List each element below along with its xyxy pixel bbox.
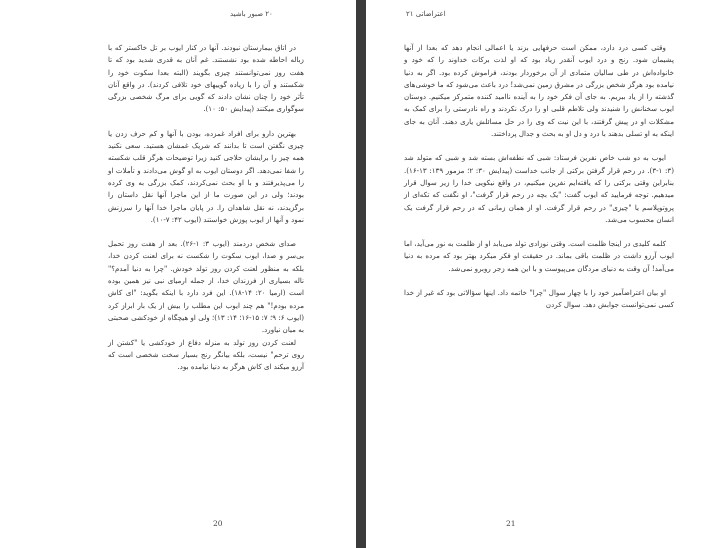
- right-page: [366, 0, 717, 548]
- running-header: اعتراضاتی ۲۱: [406, 10, 446, 18]
- book-gutter: [356, 0, 366, 548]
- paragraph: وقتی کسی درد دارد، ممکن است حرفهایی بزند یا اعمالی انجام دهد که بعدا از آنها پشیمان شود. رنج و درد ایوب آنقدر زیاد بود که او لذت برکات خداوند را که خود و خانواده‌اش در طی سالیان متمادی از آن برخوردار بودند، فراموش کرده بود. اگر به دنیا نیامده بود هرگز شخص بزرگی در مشرق زمین نمی‌شد! درد باعث می‌شود که ما خوشی‌های گذشته را از یاد ببریم. به جای آن فکر خود را به آینده ناامید کننده متمرکز میکنیم. دوستان ایوب سخنانش را شنیدند ولی تلاطم قلبی او را درک نکردند و راه نادرستی را برای کمک به مشکلات او در پیش گرفتند، با این نیت که وی را در حل مسائلش یاری دهند. آنان به جای اینکه به او تسلی بدهند با درد و دل او به بحث و جدال پرداختند.: [404, 43, 674, 139]
- paragraph: صدای شخص دردمند (ایوب ۳: ۱-۲۶). بعد از هفت روز تحمل بی‌سر و صدا، ایوب سکوت را شکست نه برای لعنت کردن خدا، بلکه به منظور لعنت کردن روز تولد خودش. "چرا به دنیا آمدم؟" ناله بسیاری از فرزندان خدا، از جمله ارمیای نبی نیز همین بوده است (ارمیا ۲۰: ۱۴-۱۸). این فرد دارد با اینکه بگوید: "ای کاش مرده بودم!" هم چند ایوب این مطلب را بیش از یک بار ابراز کرد (ایوب ۶: ۹؛ ۷: ۱۵-۱۶؛ ۱۴: ۱۳)؛ ولی او هیچگاه از خودکشی صحبتی به میان نیاورد.: [108, 239, 304, 335]
- page-body: [108, 42, 304, 385]
- running-header: ۲۰ صبور باشید: [230, 10, 273, 18]
- page-number: 20: [213, 519, 223, 528]
- page-body: [404, 42, 674, 324]
- left-page: [0, 0, 356, 548]
- paragraph: کلمه کلیدی در اینجا ظلمت است. وقتی نوزادی تولد می‌یابد او از ظلمت به نور می‌آید، اما ایوب آرزو داشت در ظلمت باقی بماند. در حقیقت او فکر میکرد بهتر بود که مرده به دنیا می‌آمد! آن وقت به دنیای مردگان می‌پیوست و با این همه زجر روبرو نمی‌شد.: [404, 239, 674, 273]
- paragraph: ایوب به دو شب خاص نفرین فرستاد: شبی که نطفه‌اش بسته شد و شبی که متولد شد (۳: ۱-۳). در رحم قرار گرفتن برکتی از جانب خداست (پیدایش ۳۰: ۲؛ مزمور ۱۳۹: ۱۳-۱۶). بنابراین وقتی برکتی را که یافته‌ایم نفرین میکنیم، در واقع نیکویی خدا را زیر سوال قرار میدهیم. توجه فرمایید که ایوب گفت: "یک بچه در رحم قرار گرفت"، او نگفت که تکه‌ای از پروتوپلاسم یا "چیزی" در رحم قرار گرفت. او از همان زمانی که در رحم قرار گرفت یک انسان محسوب می‌شد.: [404, 153, 675, 224]
- paragraph: در اتاق بیمارستان نبودند. آنها در کنار ایوب بر تل خاکستر که با زباله احاطه شده بود نشستند. غم آنان به قدری شدید بود که تا هفت روز نمی‌توانستند چیزی بگویند (البته بعدا سکوت خود را شکستند و آن را با زیاده گوییهای خود تلافی کردند). در واقع آنان تأثر خود را چنان نشان دادند که گویی برای مرگ شخصی بزرگی سوگواری میکنند (پیدایش ۵۰: ۱۰).: [108, 43, 304, 114]
- page-number: 21: [506, 519, 516, 528]
- paragraph: لعنت کردن روز تولد به منزله دفاع از خودکشی یا "کشتن از روی ترحم" نیست، بلکه بیانگر رنج بسیار سخت شخصی است که آرزو میکند ای کاش هرگز به دنیا نیامده بود.: [108, 337, 304, 372]
- paragraph: بهترین دارو برای افراد غمزده، بودن با آنها و کم حرف زدن یا چیزی نگفتن است تا بدانند که شریک غمشان هستید. سعی نکنید همه چیز را برایشان حلاجی کنید زیرا توضیحات هرگز قلب شکسته را شفا نمی‌دهد. اگر دوستان ایوب به او گوش می‌دادند و تأملات او را می‌پذیرفتند و با او بحث نمی‌کردند، کمک بزرگی به وی کرده بودند؛ ولی در این صورت ما از این ماجرا آنها نقل داستان را برگزیدند، نه نقل شاهدان را. در پایان ماجرا خدا آنها را سرزنش نمود و آنها از ایوب پوزش خواستند (ایوب ۴۲: ۷-۱۰).: [108, 128, 304, 224]
- paragraph: او بیان اعتراضآمیز خود را با چهار سوال "چرا" خاتمه داد. اینها سؤالاتی بود که غیر از خدا کسی نمی‌توانست جوابش دهد. سوال کردن: [404, 288, 674, 310]
